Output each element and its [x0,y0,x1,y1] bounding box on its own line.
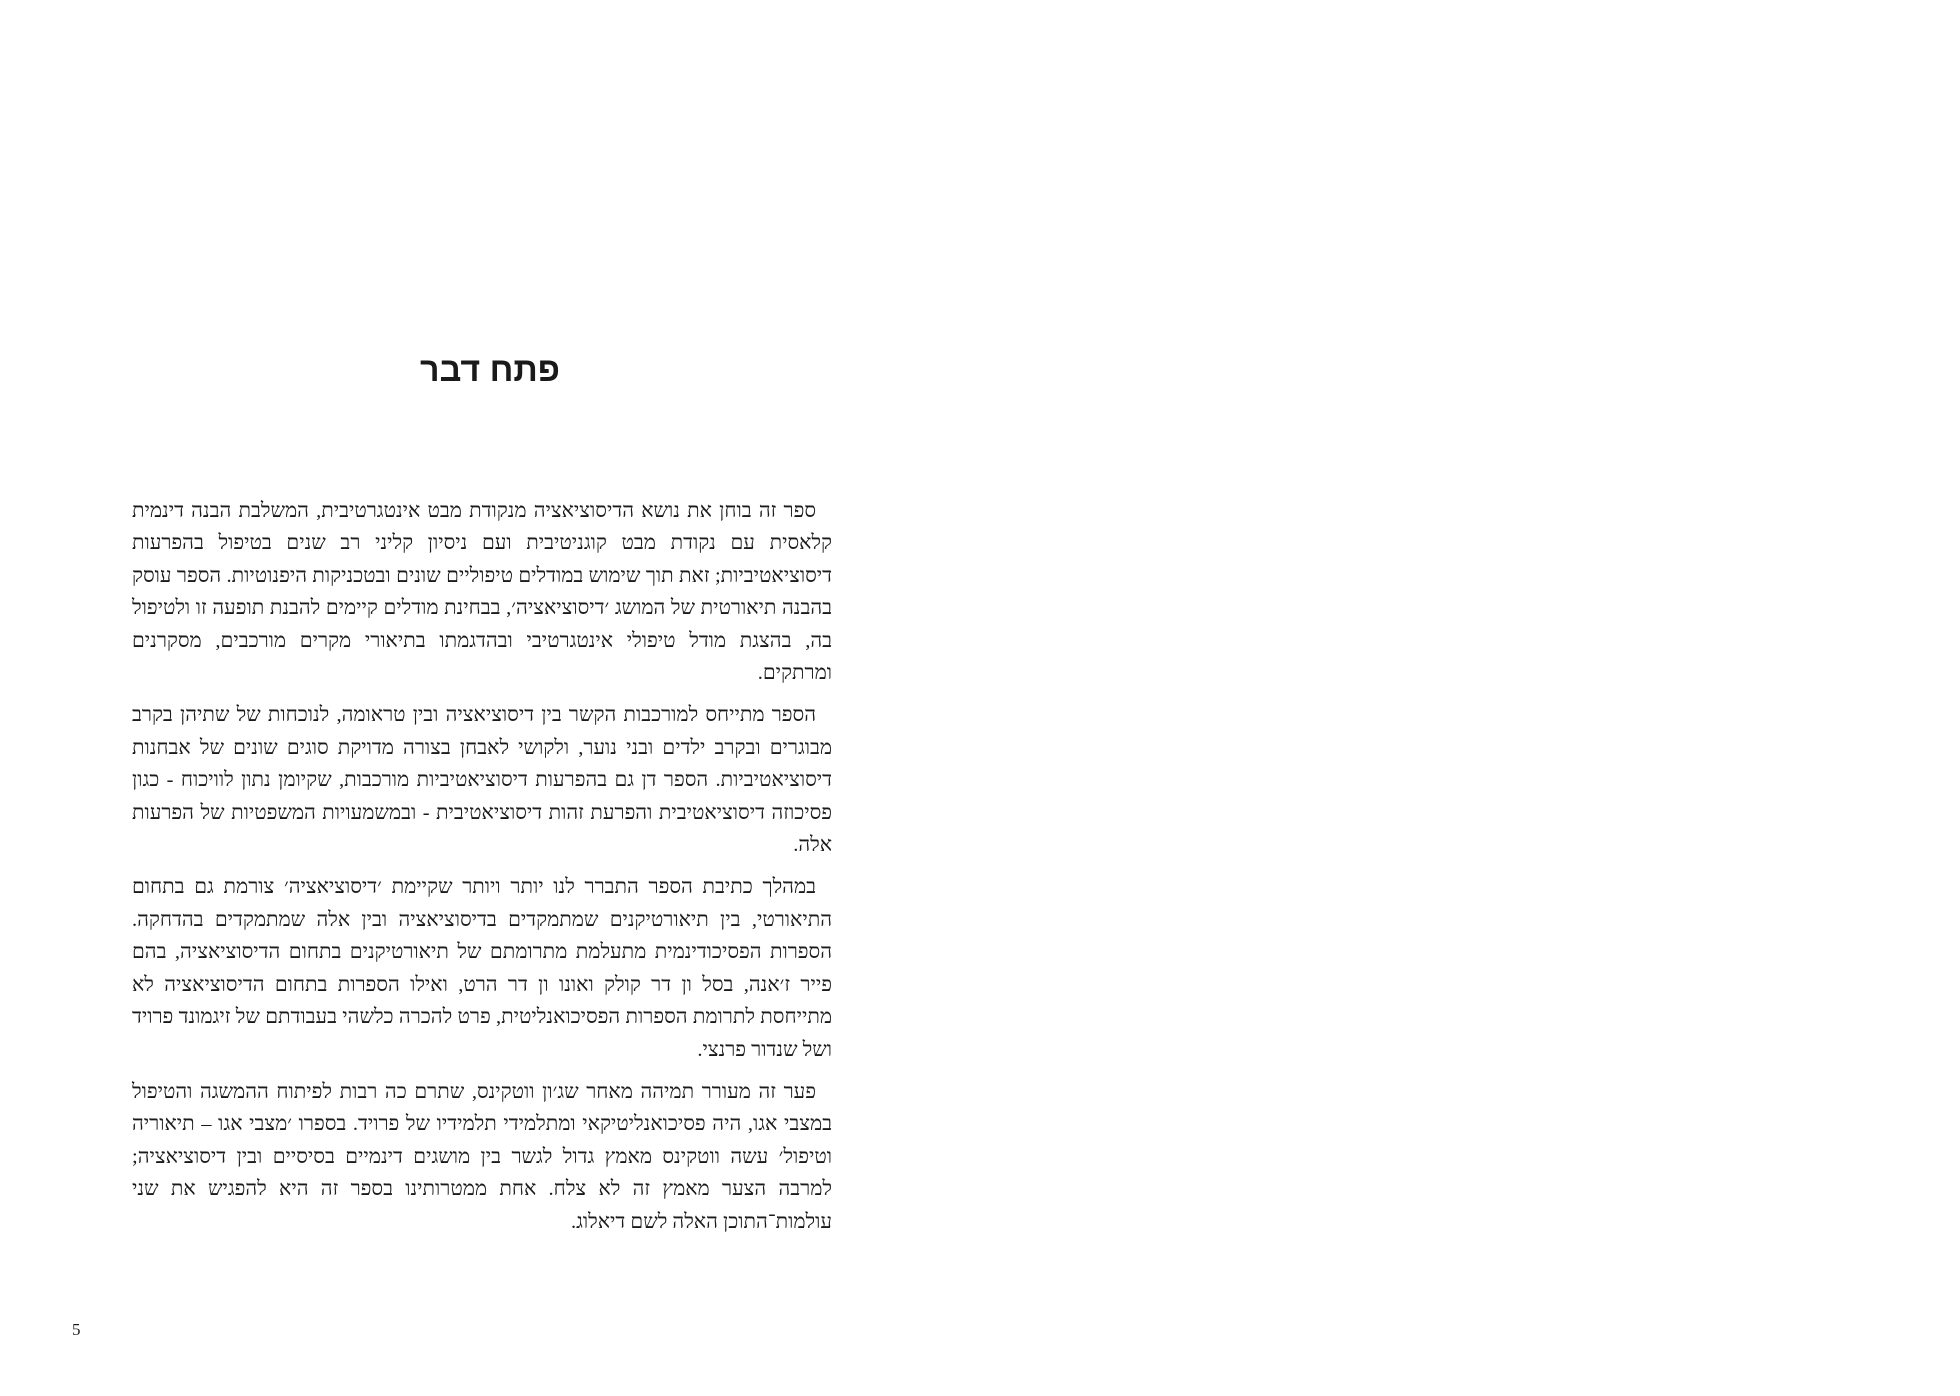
body-text [132,495,832,1248]
paragraph-3: במהלך כתיבת הספר התברר לנו יותר ויותר שקיימת ׳דיסוציאציה׳ צורמת גם בתחום התיאורטי, בין תיאורטיקנים שמתמקדים בדיסוציאציה ובין אלה שמתמקדים בהדחקה. הספרות הפסיכודינמית מתעלמת מתרומתם של תיאורטיקנים בתחום הדיסוציאציה, בהם פייר ז׳אנה, בסל ון דר קולק ואונו ון דר הרט, ואילו הספרות בתחום הדיסוציאציה לא מתייחסת לתרומת הספרות הפסיכואנליטית, פרט להכרה כלשהי בעבודתם של זיגמונד פרויד ושל שנדור פרנצי. [132,876,832,1061]
chapter-title: פתח דבר [420,351,560,389]
paragraph-1: ספר זה בוחן את נושא הדיסוציאציה מנקודת מבט אינטגרטיבית, המשלבת הבנה דינמית קלאסית עם נקודת מבט קוגניטיבית ועם ניסיון קליני רב שנים בטיפול בהפרעות דיסוציאטיביות; זאת תוך שימוש במודלים טיפוליים שונים ובטכניקות היפנוטיות. הספר עוסק בהבנה תיאורטית של המושג ׳דיסוציאציה׳, בבחינת מודלים קיימים להבנת תופעה זו ולטיפול בה, בהצגת מודל טיפולי אינטגרטיבי ובהדגמתו בתיאורי מקרים מורכבים, מסקרנים ומרתקים. [132,500,832,685]
page-number: 5 [72,1320,81,1339]
paragraph-2: הספר מתייחס למורכבות הקשר בין דיסוציאציה ובין טראומה, לנוכחות של שתיהן בקרב מבוגרים ובקרב ילדים ובני נוער, ולקושי לאבחן בצורה מדויקת סוגים שונים של אבחנות דיסוציאטיביות. הספר דן גם בהפרעות דיסוציאטיביות מורכבות, שקיומן נתון לוויכוח - כגון פסיכוזה דיסוציאטיבית והפרעת זהות דיסוציאטיבית - ובמשמעויות המשפטיות של הפרעות אלה. [132,704,832,857]
paragraph-4: פער זה מעורר תמיהה מאחר שג׳ון ווטקינס, שתרם כה רבות לפיתוח ההמשגה והטיפול במצבי אגו, היה פסיכואנליטיקאי ומתלמידי תלמידיו של פרויד. בספרו ׳מצבי אגו – תיאוריה וטיפול׳ עשה ווטקינס מאמץ גדול לגשר בין מושגים דינמיים בסיסיים ובין דיסוציאציה; למרבה הצער מאמץ זה לא צלח. אחת ממטרותינו בספר זה היא להפגיש את שני עולמות־התוכן האלה לשם דיאלוג. [132,1080,832,1233]
